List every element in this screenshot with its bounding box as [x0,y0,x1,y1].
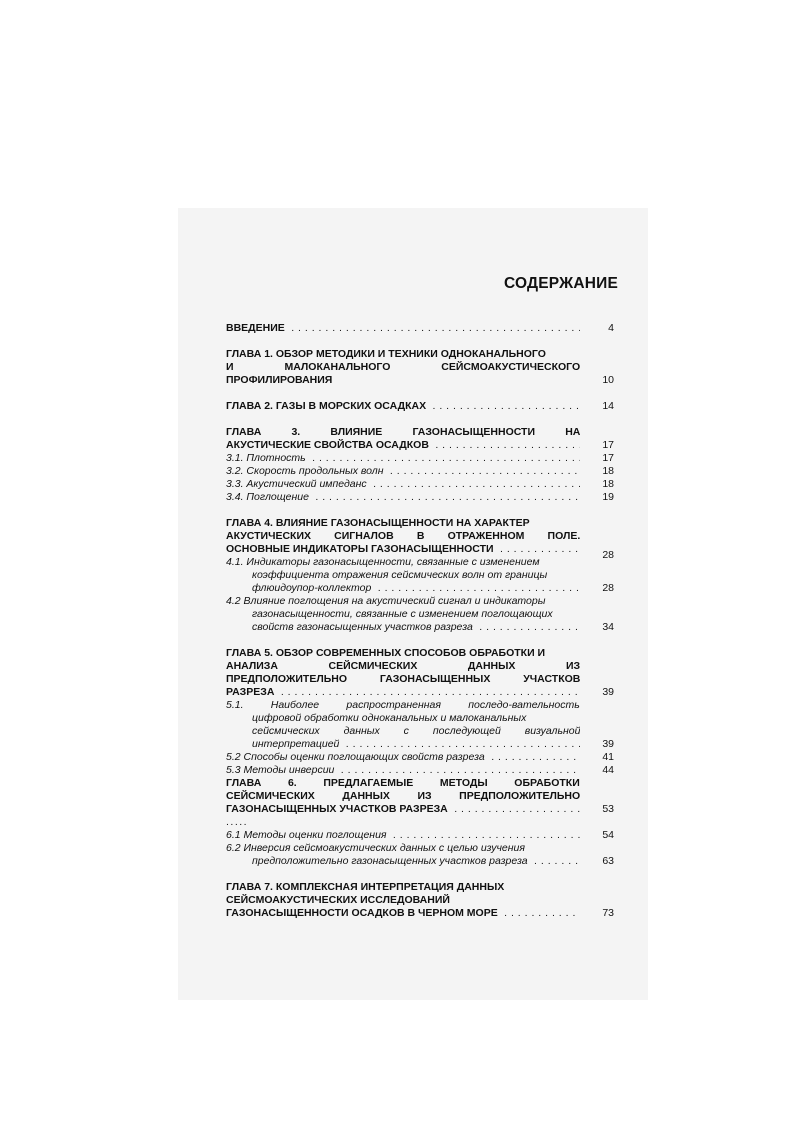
page-number: 63 [602,855,614,867]
page-number: 28 [602,549,614,561]
page-number: 39 [602,738,614,750]
page-number: 54 [602,829,614,841]
toc-entry-ch7-line3[interactable]: ГАЗОНАСЫЩЕННОСТИ ОСАДКОВ В ЧЕРНОМ МОРЕ . . . [226,907,580,920]
toc-entry-ch5-line1[interactable]: ГЛАВА 5. ОБЗОР СОВРЕМЕННЫХ СПОСОБОВ ОБРАБОТКИ И [226,647,546,659]
toc-entry-ch4-line1[interactable]: ГЛАВА 4. ВЛИЯНИЕ ГАЗОНАСЫЩЕННОСТИ НА ХАРАКТЕР [226,517,530,529]
toc-subentry-3-4[interactable]: 3.4. Поглощение . . . [226,491,580,504]
toc-entry-ch1-line3[interactable]: ПРОФИЛИРОВАНИЯ [226,374,333,386]
page-number: 39 [602,686,614,698]
toc-entry-ch5-line2[interactable]: АНАЛИЗА СЕЙСМИЧЕСКИХ ДАННЫХ ИЗ [226,660,580,672]
toc-entry-intro[interactable]: ВВЕДЕНИЕ . . . [226,322,580,335]
toc-entry-ch5-line3[interactable]: ПРЕДПОЛОЖИТЕЛЬНО ГАЗОНАСЫЩЕННЫХ УЧАСТКОВ [226,673,580,685]
toc-entry-ch3-line1[interactable]: ГЛАВА 3. ВЛИЯНИЕ ГАЗОНАСЫЩЕННОСТИ НА [226,426,580,438]
toc-subentry-5-2[interactable]: 5.2 Способы оценки поглощающих свойств разреза . . . [226,751,580,764]
toc-subentry-4-2-line3[interactable]: свойств газонасыщенных участков разреза . . . [252,621,580,634]
toc-subentry-4-2-line2[interactable]: газонасыщенности, связанные с изменением поглощающих [252,608,553,620]
toc-entry-ch1-line2[interactable]: И МАЛОКАНАЛЬНОГО СЕЙСМОАКУСТИЧЕСКОГО [226,361,580,373]
toc-entry-ch3-line2[interactable]: АКУСТИЧЕСКИЕ СВОЙСТВА ОСАДКОВ . . . [226,439,580,452]
toc-subentry-3-1[interactable]: 3.1. Плотность . . . [226,452,580,465]
page-title: СОДЕРЖАНИЕ [503,275,618,292]
toc-subentry-3-3[interactable]: 3.3. Акустический импеданс . . . [226,478,580,491]
page-number: 73 [602,907,614,919]
page-number: 18 [602,478,614,490]
page-number: 10 [602,374,614,386]
toc-subentry-5-1-line4[interactable]: интерпретацией . . . [252,738,580,751]
toc-subentry-6-1[interactable]: 6.1 Методы оценки поглощения . . . [226,829,580,842]
toc-subentry-4-1-line1[interactable]: 4.1. Индикаторы газонасыщенности, связанные с изменением [226,556,540,568]
page-number: 17 [602,452,614,464]
page-number: 34 [602,621,614,633]
toc-entry-ch6-leader: ..... [226,816,249,828]
toc-entry-ch7-line1[interactable]: ГЛАВА 7. КОМПЛЕКСНАЯ ИНТЕРПРЕТАЦИЯ ДАННЫХ [226,881,505,893]
page-number: 28 [602,582,614,594]
toc-entry-ch7-line2[interactable]: СЕЙСМОАКУСТИЧЕСКИХ ИССЛЕДОВАНИЙ [226,894,450,906]
page-number: 19 [602,491,614,503]
toc-subentry-5-1-line2[interactable]: цифровой обработки одноканальных и малоканальных [252,712,527,724]
toc-subentry-4-2-line1[interactable]: 4.2 Влияние поглощения на акустический сигнал и индикаторы [226,595,546,607]
toc-entry-ch6-line3[interactable]: ГАЗОНАСЫЩЕННЫХ УЧАСТКОВ РАЗРЕЗА . . . [226,803,580,816]
page-number: 41 [602,751,614,763]
page-number: 14 [602,400,614,412]
toc-subentry-3-2[interactable]: 3.2. Скорость продольных волн . . . [226,465,580,478]
toc-subentry-5-1-line3[interactable]: сейсмических данных с последующей визуальной [252,725,580,737]
toc-subentry-6-2-line2[interactable]: предположительно газонасыщенных участков разреза . . . [252,855,580,868]
page-number: 53 [602,803,614,815]
page-number: 44 [602,764,614,776]
toc-entry-ch6-line1[interactable]: ГЛАВА 6. ПРЕДЛАГАЕМЫЕ МЕТОДЫ ОБРАБОТКИ [226,777,580,789]
toc-entry-ch4-line3[interactable]: ОСНОВНЫЕ ИНДИКАТОРЫ ГАЗОНАСЫЩЕННОСТИ . . . [226,543,580,556]
toc-entry-ch4-line2[interactable]: АКУСТИЧЕСКИХ СИГНАЛОВ В ОТРАЖЕННОМ ПОЛЕ. [226,530,580,542]
toc-entry-ch1-line1[interactable]: ГЛАВА 1. ОБЗОР МЕТОДИКИ И ТЕХНИКИ ОДНОКАНАЛЬНОГО [226,348,546,360]
page-number: 18 [602,465,614,477]
toc-subentry-5-3[interactable]: 5.3 Методы инверсии . . . [226,764,580,777]
toc-entry-ch5-line4[interactable]: РАЗРЕЗА . . . [226,686,580,699]
toc-subentry-4-1-line3[interactable]: флюидоупор-коллектор . . . [252,582,580,595]
page-number: 17 [602,439,614,451]
toc-entry-ch6-line2[interactable]: СЕЙСМИЧЕСКИХ ДАННЫХ ИЗ ПРЕДПОЛОЖИТЕЛЬНО [226,790,580,802]
page-number: 4 [608,322,614,334]
toc-subentry-5-1-line1[interactable]: 5.1. Наиболее распространенная последо-вательность [226,699,580,711]
toc-subentry-4-1-line2[interactable]: коэффициента отражения сейсмических волн от границы [252,569,548,581]
toc-entry-ch2[interactable]: ГЛАВА 2. ГАЗЫ В МОРСКИХ ОСАДКАХ . . . [226,400,580,413]
toc-subentry-6-2-line1[interactable]: 6.2 Инверсия сейсмоакустических данных с целью изучения [226,842,525,854]
